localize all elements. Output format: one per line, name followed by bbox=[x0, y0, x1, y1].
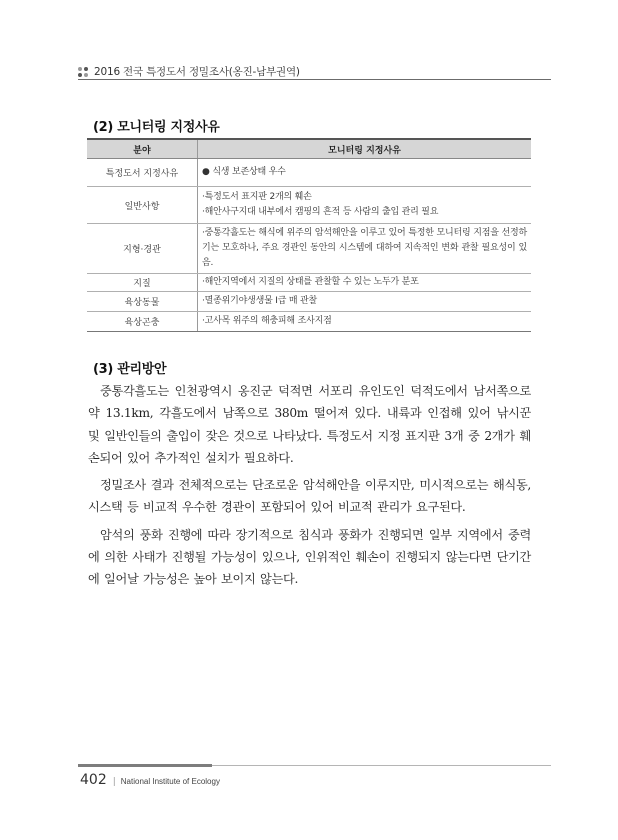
row-reason: ● 식생 보존상태 우수 bbox=[198, 159, 532, 187]
monitoring-table bbox=[87, 138, 531, 332]
page-footer bbox=[80, 772, 220, 788]
table-header-row bbox=[87, 139, 531, 159]
footer-bar bbox=[78, 764, 212, 767]
row-category: 육상곤충 bbox=[87, 312, 198, 332]
footer-rule bbox=[212, 765, 551, 766]
column-header-reason: 모니터링 지정사유 bbox=[198, 139, 532, 159]
row-reason: ·해안지역에서 지질의 상태를 관찰할 수 있는 노두가 분포 bbox=[198, 274, 532, 292]
row-reason: ·멸종위기야생생물 Ⅰ급 매 관찰 bbox=[198, 292, 532, 312]
column-header-category: 분야 bbox=[87, 139, 198, 159]
header-bullet-icon bbox=[78, 67, 88, 77]
row-category: 육상동물 bbox=[87, 292, 198, 312]
table-row bbox=[87, 224, 531, 274]
reason-line: ·특정도서 표지판 2개의 훼손 bbox=[202, 192, 312, 202]
running-header bbox=[78, 64, 300, 79]
body-paragraph: 정밀조사 결과 전체적으로는 단조로운 암석해안을 이루지만, 미시적으로는 해식동, 시스택 등 비교적 우수한 경관이 포함되어 있어 비교적 관리가 요구된다. bbox=[88, 478, 531, 515]
header-title: 2016 전국 특정도서 정밀조사(옹진-남부권역) bbox=[94, 66, 300, 78]
row-category: 지형·경관 bbox=[87, 224, 198, 274]
row-category: 특정도서 지정사유 bbox=[87, 159, 198, 187]
row-category: 일반사항 bbox=[87, 187, 198, 224]
row-reason: ·고사목 위주의 해충피해 조사지점 bbox=[198, 312, 532, 332]
reason-line: ·해안사구지대 내부에서 캠핑의 흔적 등 사람의 출입 관리 필요 bbox=[202, 207, 439, 217]
row-reason bbox=[198, 187, 532, 224]
section-3-title: (3) 관리방안 bbox=[93, 362, 167, 377]
table-row bbox=[87, 312, 531, 332]
footer-separator: | bbox=[112, 777, 116, 787]
page-number: 402 bbox=[80, 772, 107, 788]
table-row bbox=[87, 187, 531, 224]
management-plan-text bbox=[88, 380, 531, 591]
table-row bbox=[87, 274, 531, 292]
section-2-title: (2) 모니터링 지정사유 bbox=[93, 120, 220, 135]
header-rule bbox=[78, 79, 551, 80]
table-row bbox=[87, 159, 531, 187]
institute-name: National Institute of Ecology bbox=[120, 777, 220, 786]
body-paragraph: 중통각흘도는 인천광역시 옹진군 덕적면 서포리 유인도인 덕적도에서 남서쪽으로 약 13.1km, 각흘도에서 남쪽으로 380m 떨어져 있다. 내륙과 인접해 있어 낚시꾼 및 일반인들의 출입이 잦은 것으로 나타났다. 특정도서 지정 표지판 3개 중 2개가 훼손되어 있어 추가적인 설치가 필요하다. bbox=[88, 384, 531, 465]
body-paragraph: 암석의 풍화 진행에 따라 장기적으로 침식과 풍화가 진행되면 일부 지역에서 중력에 의한 사태가 진행될 가능성이 있으나, 인위적인 훼손이 진행되지 않는다면 단기간에 일어날 가능성은 높아 보이지 않는다. bbox=[88, 527, 531, 587]
row-category: 지질 bbox=[87, 274, 198, 292]
row-reason: ·중통각흘도는 해식에 위주의 암석해안을 이루고 있어 특정한 모니터링 지점을 선정하기는 모호하나, 주요 경관인 동안의 시스템에 대하여 지속적인 변화 관찰 필요성이 있음. bbox=[198, 224, 532, 274]
table-row bbox=[87, 292, 531, 312]
